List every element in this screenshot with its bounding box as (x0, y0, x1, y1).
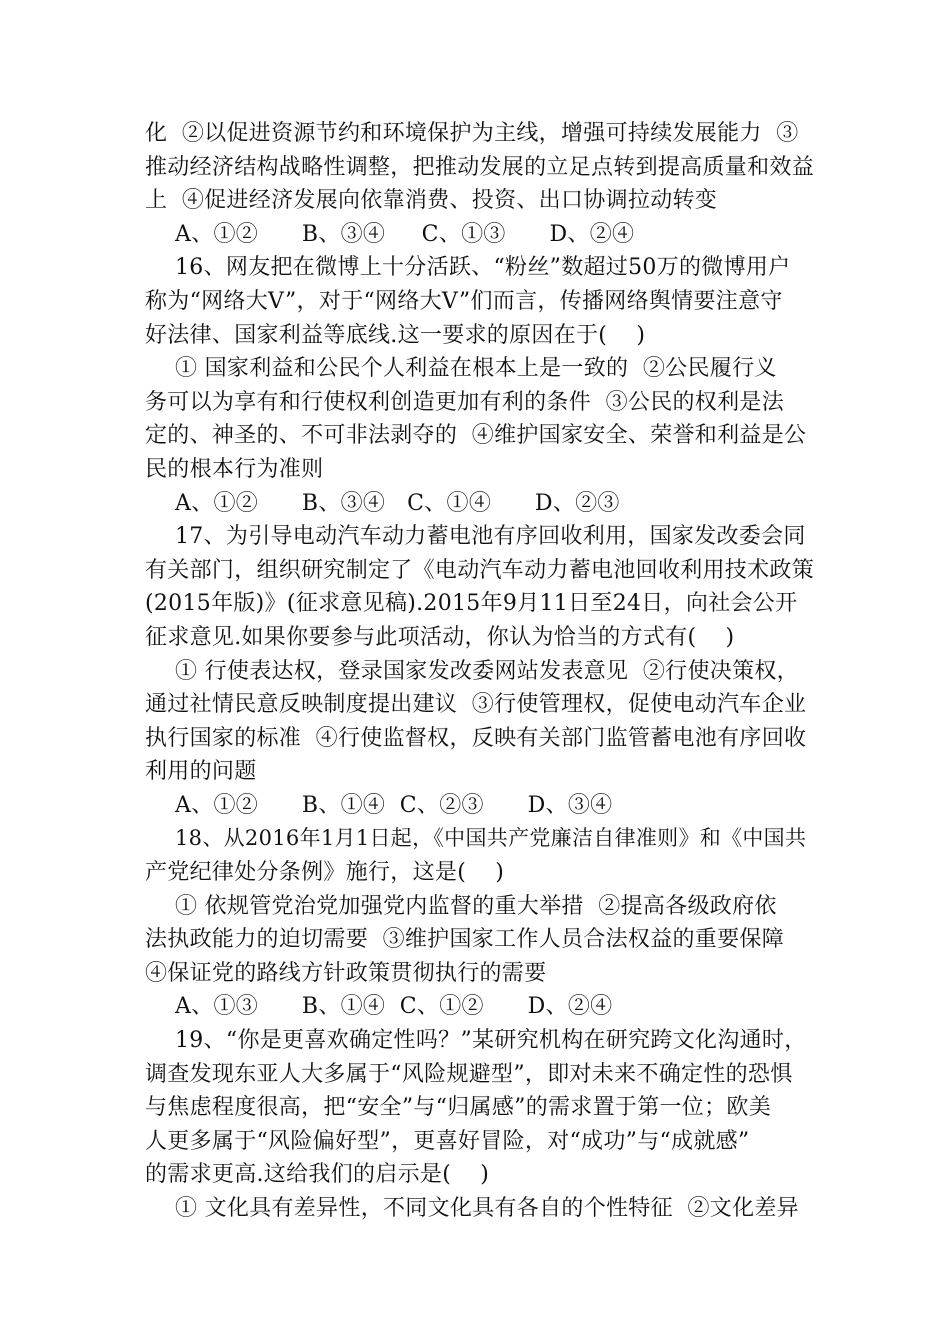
answer-options-18: A、①③ B、①④ C、①② D、②④ (175, 994, 613, 1020)
text-line: 有关部门，组织研究制定了《电动汽车动力蓄电池回收利用技术政策 (145, 557, 815, 583)
question-19: 19、“你是更喜欢确定性吗？”某研究机构在研究跨文化沟通时， (175, 1028, 807, 1054)
statement-line: ① 国家利益和公民个人利益在根本上是一致的 ②公民履行义 (175, 356, 777, 382)
text-line: 化 ②以促进资源节约和环境保护为主线，增强可持续发展能力 ③ (145, 121, 799, 146)
text-line: 定的、神圣的、不可非法剥夺的 ④维护国家安全、荣誉和利益是公 (145, 423, 807, 449)
statement-line: ① 文化具有差异性，不同文化具有各自的个性特征 ②文化差异 (175, 1196, 799, 1221)
question-17: 17、为引导电动汽车动力蓄电池有序回收利用，国家发改委会同 (175, 524, 806, 550)
text-line: 通过社情民意反映制度提出建议 ③行使管理权，促使电动汽车企业 (145, 692, 807, 718)
text-line: 产党纪律处分条例》施行，这是( ) (145, 860, 505, 886)
text-line: 征求意见.如果你要参与此项活动，你认为恰当的方式有( ) (145, 624, 735, 650)
text-line: 法执政能力的迫切需要 ③维护国家工作人员合法权益的重要保障 (145, 927, 784, 953)
statement-line: ① 依规管党治党加强党内监督的重大举措 ②提高各级政府依 (175, 893, 777, 919)
answer-options-17: A、①② B、①④ C、②③ D、③④ (175, 792, 613, 818)
text-line: 上 ④促进经济发展向依靠消费、投资、出口协调拉动转变 (145, 188, 718, 214)
text-line: 人更多属于“风险偏好型”，更喜好冒险，对“成功”与“成就感” (145, 1128, 750, 1154)
text-line: 的需求更高.这给我们的启示是( ) (145, 1162, 490, 1188)
text-line: 好法律、国家利益等底线.这一要求的原因在于( ) (145, 322, 646, 348)
answer-options-15: A、①② B、③④ C、①③ D、②④ (175, 221, 635, 247)
text-line: ④保证党的路线方针政策贯彻执行的需要 (145, 960, 547, 986)
document-body (145, 117, 815, 1226)
answer-options-16: A、①② B、③④ C、①④ D、②③ (175, 490, 620, 516)
text-line: (2015年版)》(征求意见稿).2015年9月11日至24日，向社会公开 (145, 591, 798, 617)
question-18: 18、从2016年1月1日起，《中国共产党廉洁自律准则》和《中国共 (175, 826, 807, 851)
text-line: 与焦虑程度很高，把“安全”与“归属感”的需求置于第一位；欧美 (145, 1095, 771, 1121)
text-line: 利用的问题 (145, 759, 257, 785)
text-line: 调查发现东亚人大多属于“风险规避型”，即对未来不确定性的恐惧 (145, 1061, 793, 1087)
statement-line: ① 行使表达权，登录国家发改委网站发表意见 ②行使决策权， (175, 658, 799, 684)
text-line: 务可以为享有和行使权利创造更加有利的条件 ③公民的权利是法 (145, 389, 784, 415)
text-line: 执行国家的标准 ④行使监督权，反映有关部门监管蓄电池有序回收 (145, 725, 807, 751)
question-16: 16、网友把在微博上十分活跃、“粉丝”数超过50万的微博用户 (175, 255, 791, 281)
text-line: 称为“网络大V”，对于“网络大V”们而言，传播网络舆情要注意守 (145, 288, 783, 314)
text-line: 推动经济结构战略性调整，把推动发展的立足点转到提高质量和效益 (145, 154, 815, 180)
text-line: 民的根本行为准则 (145, 456, 324, 482)
